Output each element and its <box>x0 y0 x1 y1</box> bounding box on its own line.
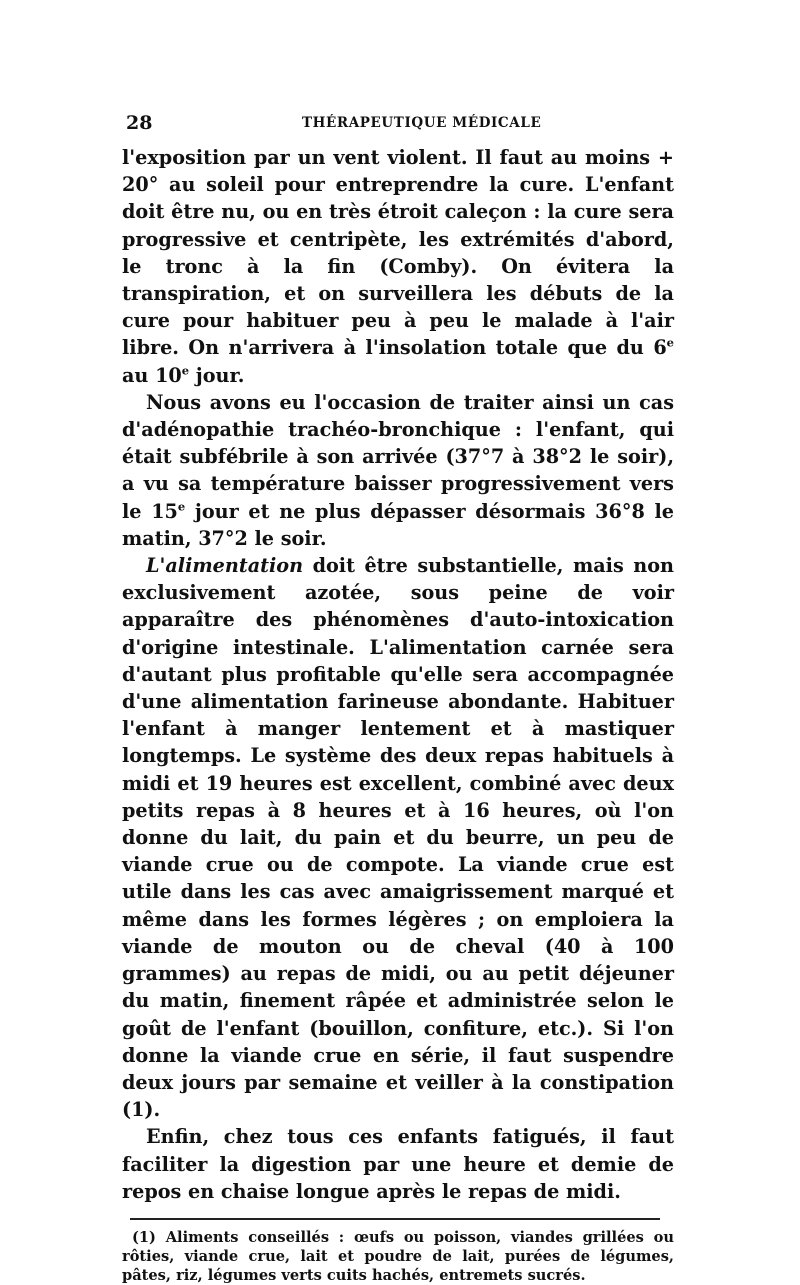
footnote-divider <box>130 1218 660 1220</box>
page-header <box>122 112 674 142</box>
paragraph-text: doit être substantielle, mais non exclusivement azotée, sous peine de voir apparaître des phénomènes d'auto-intoxication d'origine intestinale. L'alimentation carnée sera d'autant plus profitable qu'elle sera accompagnée d'une alimentation farineuse abondante. Habituer l'enfant à manger lentement et à mastiquer longtemps. Le système des deux repas habituels à midi et 19 heures est excellent, combiné avec deux petits repas à 8 heures et à 16 heures, où l'on donne du lait, du pain et du beurre, un peu de viande crue ou de compote. La viande crue est utile dans les cas avec amaigrissement marqué et même dans les formes légères ; on emploiera la viande de mouton ou de cheval (40 à 100 grammes) au repas de midi, ou au petit déjeuner du matin, finement râpée et administrée selon le goût de l'enfant (bouillon, confiture, etc.). Si l'on donne la viande crue en série, il faut suspendre deux jours par semaine et veiller à la constipation (1). <box>122 554 674 1122</box>
italic-term: L'alimentation <box>146 554 304 578</box>
superscript: e <box>177 499 186 514</box>
footnote: (1) Aliments conseillés : œufs ou poisson, viandes grillées ou rôties, viande crue, lait et poudre de lait, purées de légumes, pâtes, riz, légumes verts cuits hachés, entremets sucrés. <box>122 1228 674 1284</box>
superscript: e <box>666 336 674 351</box>
paragraph-exposition <box>122 144 674 389</box>
paragraph-case-report <box>122 389 674 552</box>
paragraph-text: l'exposition par un vent violent. Il faut au moins + 20° au soleil pour entreprendre la cure. L'enfant doit être nu, ou en très étroit caleçon : la cure sera progressive et centripète, les extrémités d'abord, le tronc à la fin (Comby). On évitera la transpiration, et on surveillera les débuts de la cure pour habituer peu à peu le malade à l'air libre. On n'arrivera à l'insolation totale que du 6 <box>122 146 674 360</box>
running-title: THÉRAPEUTIQUE MÉDICALE <box>302 115 542 131</box>
paragraph-repos <box>122 1123 674 1205</box>
page-number: 28 <box>126 112 153 134</box>
paragraph-text: jour et ne plus dépasser désormais 36°8 le matin, 37°2 le soir. <box>122 499 674 550</box>
paragraph-text: Enfin, chez tous ces enfants fatigués, il faut faciliter la digestion par une heure et demie de repos en chaise longue après le repas de midi. <box>122 1125 674 1203</box>
paragraph-text: jour. <box>189 363 245 387</box>
book-page <box>122 112 674 1285</box>
paragraph-alimentation <box>122 552 674 1123</box>
body-text <box>122 144 674 1205</box>
superscript: e <box>181 363 190 378</box>
paragraph-text: Nous avons eu l'occasion de traiter ainsi un cas d'adénopathie trachéo-bronchique : l'enfant, qui était subfébrile à son arrivée (37°7 à 38°2 le soir), a vu sa température baisser progressivement vers le 15 <box>122 390 674 523</box>
paragraph-text: au 10 <box>122 363 182 387</box>
